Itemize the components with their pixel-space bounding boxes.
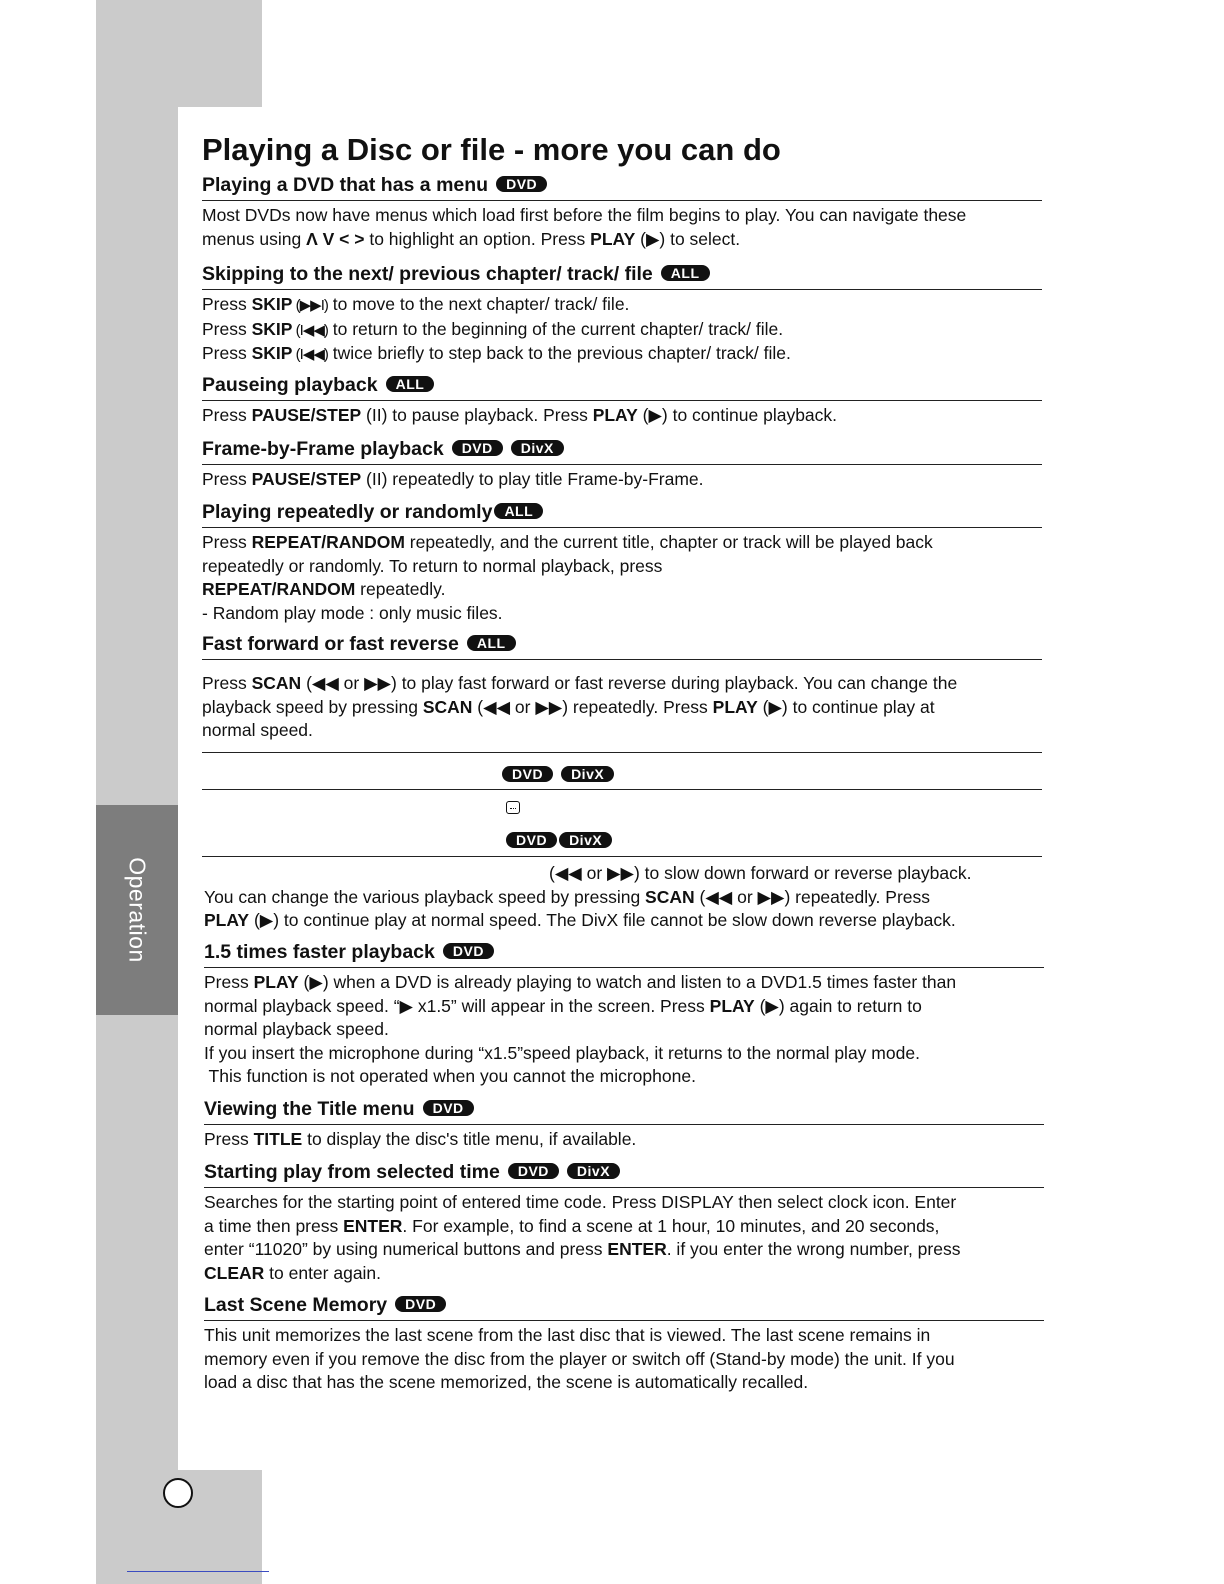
subtitle-icon [506,801,520,814]
page-number-circle [163,1478,193,1508]
dvd-badge: DVD [508,1163,559,1179]
operation-side-tab [96,805,178,1015]
all-badge: ALL [494,503,543,519]
body-line: Press SCAN (◀◀ or ▶▶) to play fast forward or fast reverse during playback. You can change the [202,673,958,693]
body-line: Press PLAY (▶) when a DVD is already playing to watch and listen to a DVD1.5 times faster than [204,972,957,992]
body-line: normal speed. [202,720,313,740]
side-tab-label: Operation [124,857,151,963]
body-line: This unit memorizes the last scene from the last disc that is viewed. The last scene remains in [204,1325,931,1345]
all-badge: ALL [467,635,516,651]
section-rule [202,400,1042,401]
dvd-badge: DVD [496,176,547,192]
section-rule [202,289,1042,290]
body-line: Most DVDs now have menus which load first before the film begins to play. You can navigate these [202,205,967,225]
section-heading: Playing repeatedly or randomly ALL [202,499,1042,525]
dvd-badge: DVD [506,832,557,848]
body-line: Press PAUSE/STEP (II) to pause playback. Press PLAY (▶) to continue playback. [202,405,838,425]
dvd-badge: DVD [502,766,553,782]
section-fast-forward-reverse [202,631,1042,743]
section-rule [204,967,1044,968]
body-line: (◀◀ or ▶▶) to slow down forward or reverse playback. [549,863,972,883]
section-frame-by-frame [202,436,1042,492]
section-rule [202,200,1042,201]
body-line: memory even if you remove the disc from the player or switch off (Stand-by mode) the unit. If you [204,1348,955,1369]
section-rule [202,856,1042,857]
body-line: REPEAT/RANDOM repeatedly. [202,579,446,599]
body-line: - Random play mode : only music files. [202,602,503,623]
body-line: Press PAUSE/STEP (II) repeatedly to play title Frame-by-Frame. [202,469,704,489]
body-line: repeatedly or randomly. To return to normal playback, press [202,555,663,576]
margin-block-top [96,0,262,107]
body-line: Searches for the starting point of entered time code. Press DISPLAY then select clock icon. Enter [204,1192,957,1212]
section-heading: 1.5 times faster playback DVD [204,939,1044,965]
dvd-badge: DVD [452,440,503,456]
divx-badge: DivX [567,1163,620,1179]
section-rule [202,789,1042,790]
section-rule [204,1187,1044,1188]
section-rule [202,464,1042,465]
body-line: Press SKIP (I◀◀) to return to the beginning of the current chapter/ track/ file. [202,318,784,339]
dvd-badge: DVD [443,943,494,959]
section-dvd-menu [202,172,1042,251]
badge-row [498,832,612,850]
section-rule [202,659,1042,660]
badge-row [494,766,614,784]
section-last-scene-memory [204,1292,1044,1395]
body-line: Press SKIP (I◀◀) twice briefly to step back to the previous chapter/ track/ file. [202,343,791,363]
body-line: You can change the various playback speed by pressing SCAN (◀◀ or ▶▶) repeatedly. Press [204,886,931,907]
body-line: normal playback speed. [204,1019,389,1039]
body-line: a time then press ENTER. For example, to find a scene at 1 hour, 10 minutes, and 20 seconds, [204,1215,940,1236]
section-slow-motion [204,862,1044,933]
section-title-menu [204,1096,1044,1152]
section-skip [202,261,1042,367]
section-heading: Last Scene Memory DVD [204,1292,1044,1318]
section-heading: Fast forward or fast reverse ALL [202,631,1042,657]
body-line: This function is not operated when you cannot the microphone. [204,1066,696,1086]
section-rule [202,527,1042,528]
body-line: Press SKIP (▶▶I) to move to the next chapter/ track/ file. [202,294,630,314]
body-line: PLAY (▶) to continue play at normal speed. The DivX file cannot be slow down reverse playback. [204,910,956,930]
divx-badge: DivX [559,832,612,848]
body-line: load a disc that has the scene memorized, the scene is automatically recalled. [204,1372,809,1392]
page-title: Playing a Disc or file - more you can do [202,132,781,167]
body-line: Press TITLE to display the disc's title menu, if available. [204,1129,637,1149]
section-heading: Starting play from selected time DVD DivX [204,1159,1044,1185]
section-pause [202,372,1042,428]
divx-badge: DivX [561,766,614,782]
section-rule [204,1124,1044,1125]
section-rule [204,1320,1044,1321]
body-line: enter “11020” by using numerical buttons and press ENTER. if you enter the wrong number, press [204,1239,961,1259]
section-selected-time [204,1159,1044,1285]
body-line: Press REPEAT/RANDOM repeatedly, and the current title, chapter or track will be played back [202,532,933,552]
body-line: CLEAR to enter again. [204,1262,382,1283]
section-heading: Viewing the Title menu DVD [204,1096,1044,1122]
dvd-badge: DVD [395,1296,446,1312]
body-line: playback speed by pressing SCAN (◀◀ or ▶▶) repeatedly. Press PLAY (▶) to continue play at [202,696,935,717]
body-line: menus using Λ V < > to highlight an option. Press PLAY (▶) to select. [202,228,741,249]
section-heading: Pauseing playback ALL [202,372,1042,398]
section-repeat-random [202,499,1042,625]
dvd-badge: DVD [423,1100,474,1116]
section-faster-playback [204,939,1044,1089]
all-badge: ALL [661,265,710,281]
all-badge: ALL [386,376,435,392]
divx-badge: DivX [511,440,564,456]
section-heading: Frame-by-Frame playback DVD DivX [202,436,1042,462]
section-heading: Skipping to the next/ previous chapter/ track/ file ALL [202,261,1042,287]
body-line: normal playback speed. “▶ x1.5” will appear in the screen. Press PLAY (▶) again to return to [204,995,922,1016]
body-line: If you insert the microphone during “x1.5”speed playback, it returns to the normal play mode. [204,1042,920,1063]
section-rule [202,752,1042,753]
bottom-link-underline[interactable] [127,1571,269,1572]
section-heading: Playing a DVD that has a menu DVD [202,172,1042,198]
